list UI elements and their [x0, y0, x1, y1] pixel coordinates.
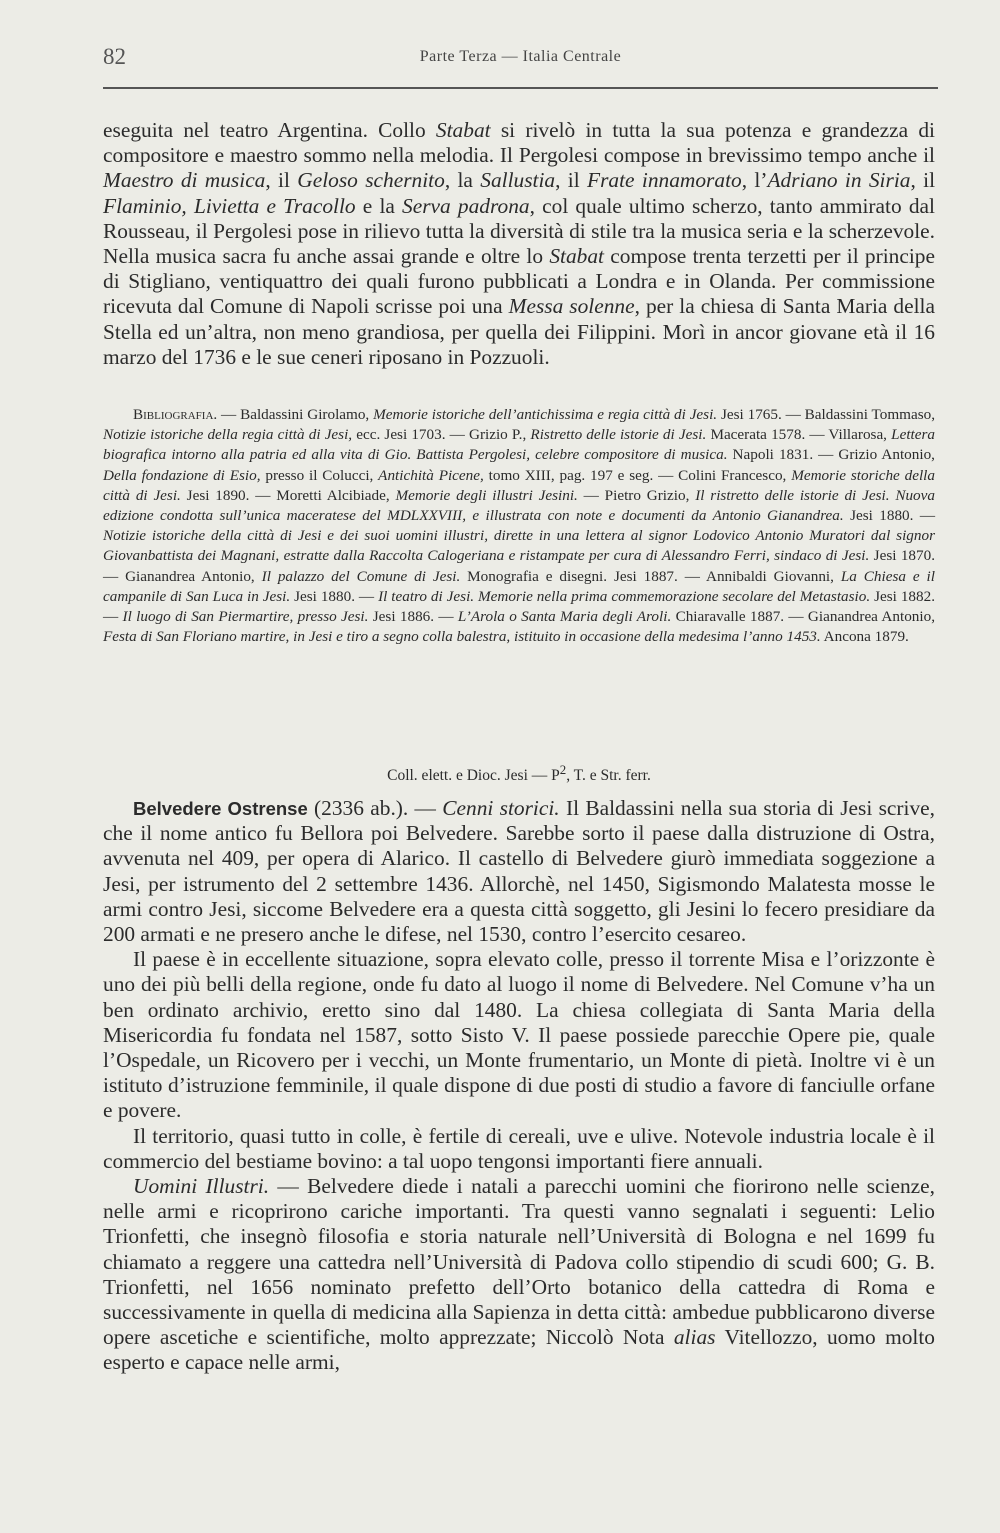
- pergolesi-paragraph: [103, 118, 935, 370]
- bibliography-label: Bibliografia.: [133, 406, 218, 423]
- page-number: 82: [103, 44, 126, 69]
- page-header: [103, 44, 938, 74]
- header-rule: [103, 87, 938, 89]
- belvedere-paese: Il paese è in eccellente situazione, sopra elevato colle, presso il torrente Misa e l’orizzonte è uno dei più belli della regione, onde fu dato al luogo il nome di Belvedere. Nel Comune v’ha un ben ordinato archivio, eretto sino dal 1480. La chiesa collegiata di Santa Maria della Misericordia fu fondata nel 1587, sotto Sisto V. Il paese possiede parecchie Opere pie, quale l’Ospedale, un Ricovero per i vecchi, un Monte frumentario, un Monte di pietà. Inoltre vi è un istituto d’istruzione femminile, il quale dispone di due posti di studio a favore di fanciulle orfane e povere.: [103, 947, 935, 1123]
- location-sigla: Coll. elett. e Dioc. Jesi — $P^2$, T. e Str. ferr.: [387, 762, 651, 785]
- belvedere-territorio: Il territorio, quasi tutto in colle, è fertile di cereali, uve e ulive. Notevole industria locale è il commercio del bestiame bovino: a tal uopo tengonsi importanti fiere annuali.: [103, 1123, 935, 1173]
- entry-title: Belvedere Ostrense: [133, 798, 308, 819]
- paragraph-text: eseguita nel teatro Argentina. Collo Stabat si rivelò in tutta la sua potenza e grandezza di compositore e maestro sommo nella melodia. Il Pergolesi compose in brevissimo tempo anche il Maestro di musica, il Geloso schernito, la Sallustia, il Frate innamorato, l’Adriano in Siria, il Flaminio, Livietta e Tracollo e la Serva padrona, col quale ultimo scherzo, tanto ammirato dal Rousseau, il Pergolesi pose in rilievo tutta la diversità di stile tra la musica seria e la scherzevole. Nella musica sacra fu anche assai grande e oltre lo Stabat compose trenta terzetti per il principe di Stigliano, ventiquattro dei quali furono pubblicati a Londra e in Olanda. Per commissione ricevuta dal Comune di Napoli scrisse poi una Messa solenne, per la chiesa di Santa Maria della Stella ed un’altra, non meno grandiosa, per quella dei Filippini. Morì in ancor giovane età il 16 marzo del 1736 e le sue ceneri riposano in Pozzuoli.: [103, 118, 936, 369]
- belvedere-entry: [103, 796, 935, 1376]
- bibliography: [103, 405, 935, 647]
- running-title: Parte Terza — Italia Centrale: [419, 48, 622, 65]
- bibliography-text: Bibliografia. — Baldassini Girolamo, Memorie istoriche dell’antichissima e regia città di Jesi. Jesi 1765. — Baldassini Tommaso, Notizie istoriche della regia città di Jesi, ecc. Jesi 1703. — Grizio P., Ristretto delle istorie di Jesi. Macerata 1578. — Villarosa, Lettera biografica intorno alla patria ed alla vita di Gio. Battista Pergolesi, celebre compositore di musica. Napoli 1831. — Grizio Antonio, Della fondazione di Esio, presso il Colucci, Antichità Picene, tomo XIII, pag. 197 e seg. — Colini Francesco, Memorie storiche della città di Jesi. Jesi 1890. — Moretti Alcibiade, Memorie degli illustri Jesini. — Pietro Grizio, Il ristretto delle istorie di Jesi. Nuova edizione condotta sull’unica maceratese del MDLXXVIII, e illustrata con note e documenti da Antonio Gianandrea. Jesi 1880. — Notizie istoriche della città di Jesi e dei suoi uomini illustri, dirette in una lettera al signor Lodovico Antonio Muratori dal signor Giovanbattista dei Magnani, estratte dalla Raccolta Calogeriana e ristampate per cura di Alessandro Ferri, sindaco di Jesi. Jesi 1870. — Gianandrea Antonio, Il palazzo del Comune di Jesi. Monografia e disegni. Jesi 1887. — Annibaldi Giovanni, La Chiesa e il campanile di San Luca in Jesi. Jesi 1880. — Il teatro di Jesi. Memorie nella prima commemorazione secolare del Metastasio. Jesi 1882. — Il luogo di San Piermartire, presso Jesi. Jesi 1886. — L’Arola o Santa Maria degli Aroli. Chiaravalle 1887. — Gianandrea Antonio, Festa di San Floriano martire, in Jesi e tiro a segno colla balestra, istituito in occasione della medesima l’anno 1453. Ancona 1879.: [103, 406, 936, 646]
- belvedere-history: Belvedere Ostrense (2336 ab.). — Cenni storici. Il Baldassini nella sua storia di Jesi scrive, che il nome antico fu Bellora poi Belvedere. Sarebbe sorto il paese dalla distruzione di Ostra, avvenuta nel 409, per opera di Alarico. Il castello di Belvedere giurò immediata soggezione a Jesi, per istrumento del 2 settembre 1436. Allorchè, nel 1450, Sigismondo Malatesta mosse le armi contro Jesi, siccome Belvedere era a questa città soggetto, gli Jesini lo fecero presidiare da 200 armati e ne presero anche le difese, nel 1530, contro l’esercito cesareo.: [103, 796, 935, 947]
- belvedere-uomini-illustri: Uomini Illustri. — Belvedere diede i natali a parecchi uomini che fiorirono nelle scienze, nelle armi e ricoprirono cariche importanti. Tra questi vanno segnalati i seguenti: Lelio Trionfetti, che insegnò filosofia e storia naturale nell’Università di Bologna e nel 1699 fu chiamato a reggere una cattedra nell’Università di Padova collo stipendio di scudi 600; G. B. Trionfetti, nel 1656 nominato prefetto dell’Orto botanico della cattedra di Roma e successivamente in quella di medicina alla Sapienza in detta città: ambedue pubblicarono diverse opere ascetiche e scientifiche, molto apprezzate; Niccolò Nota alias Vitellozzo, uomo molto esperto e capace nelle armi,: [103, 1174, 935, 1375]
